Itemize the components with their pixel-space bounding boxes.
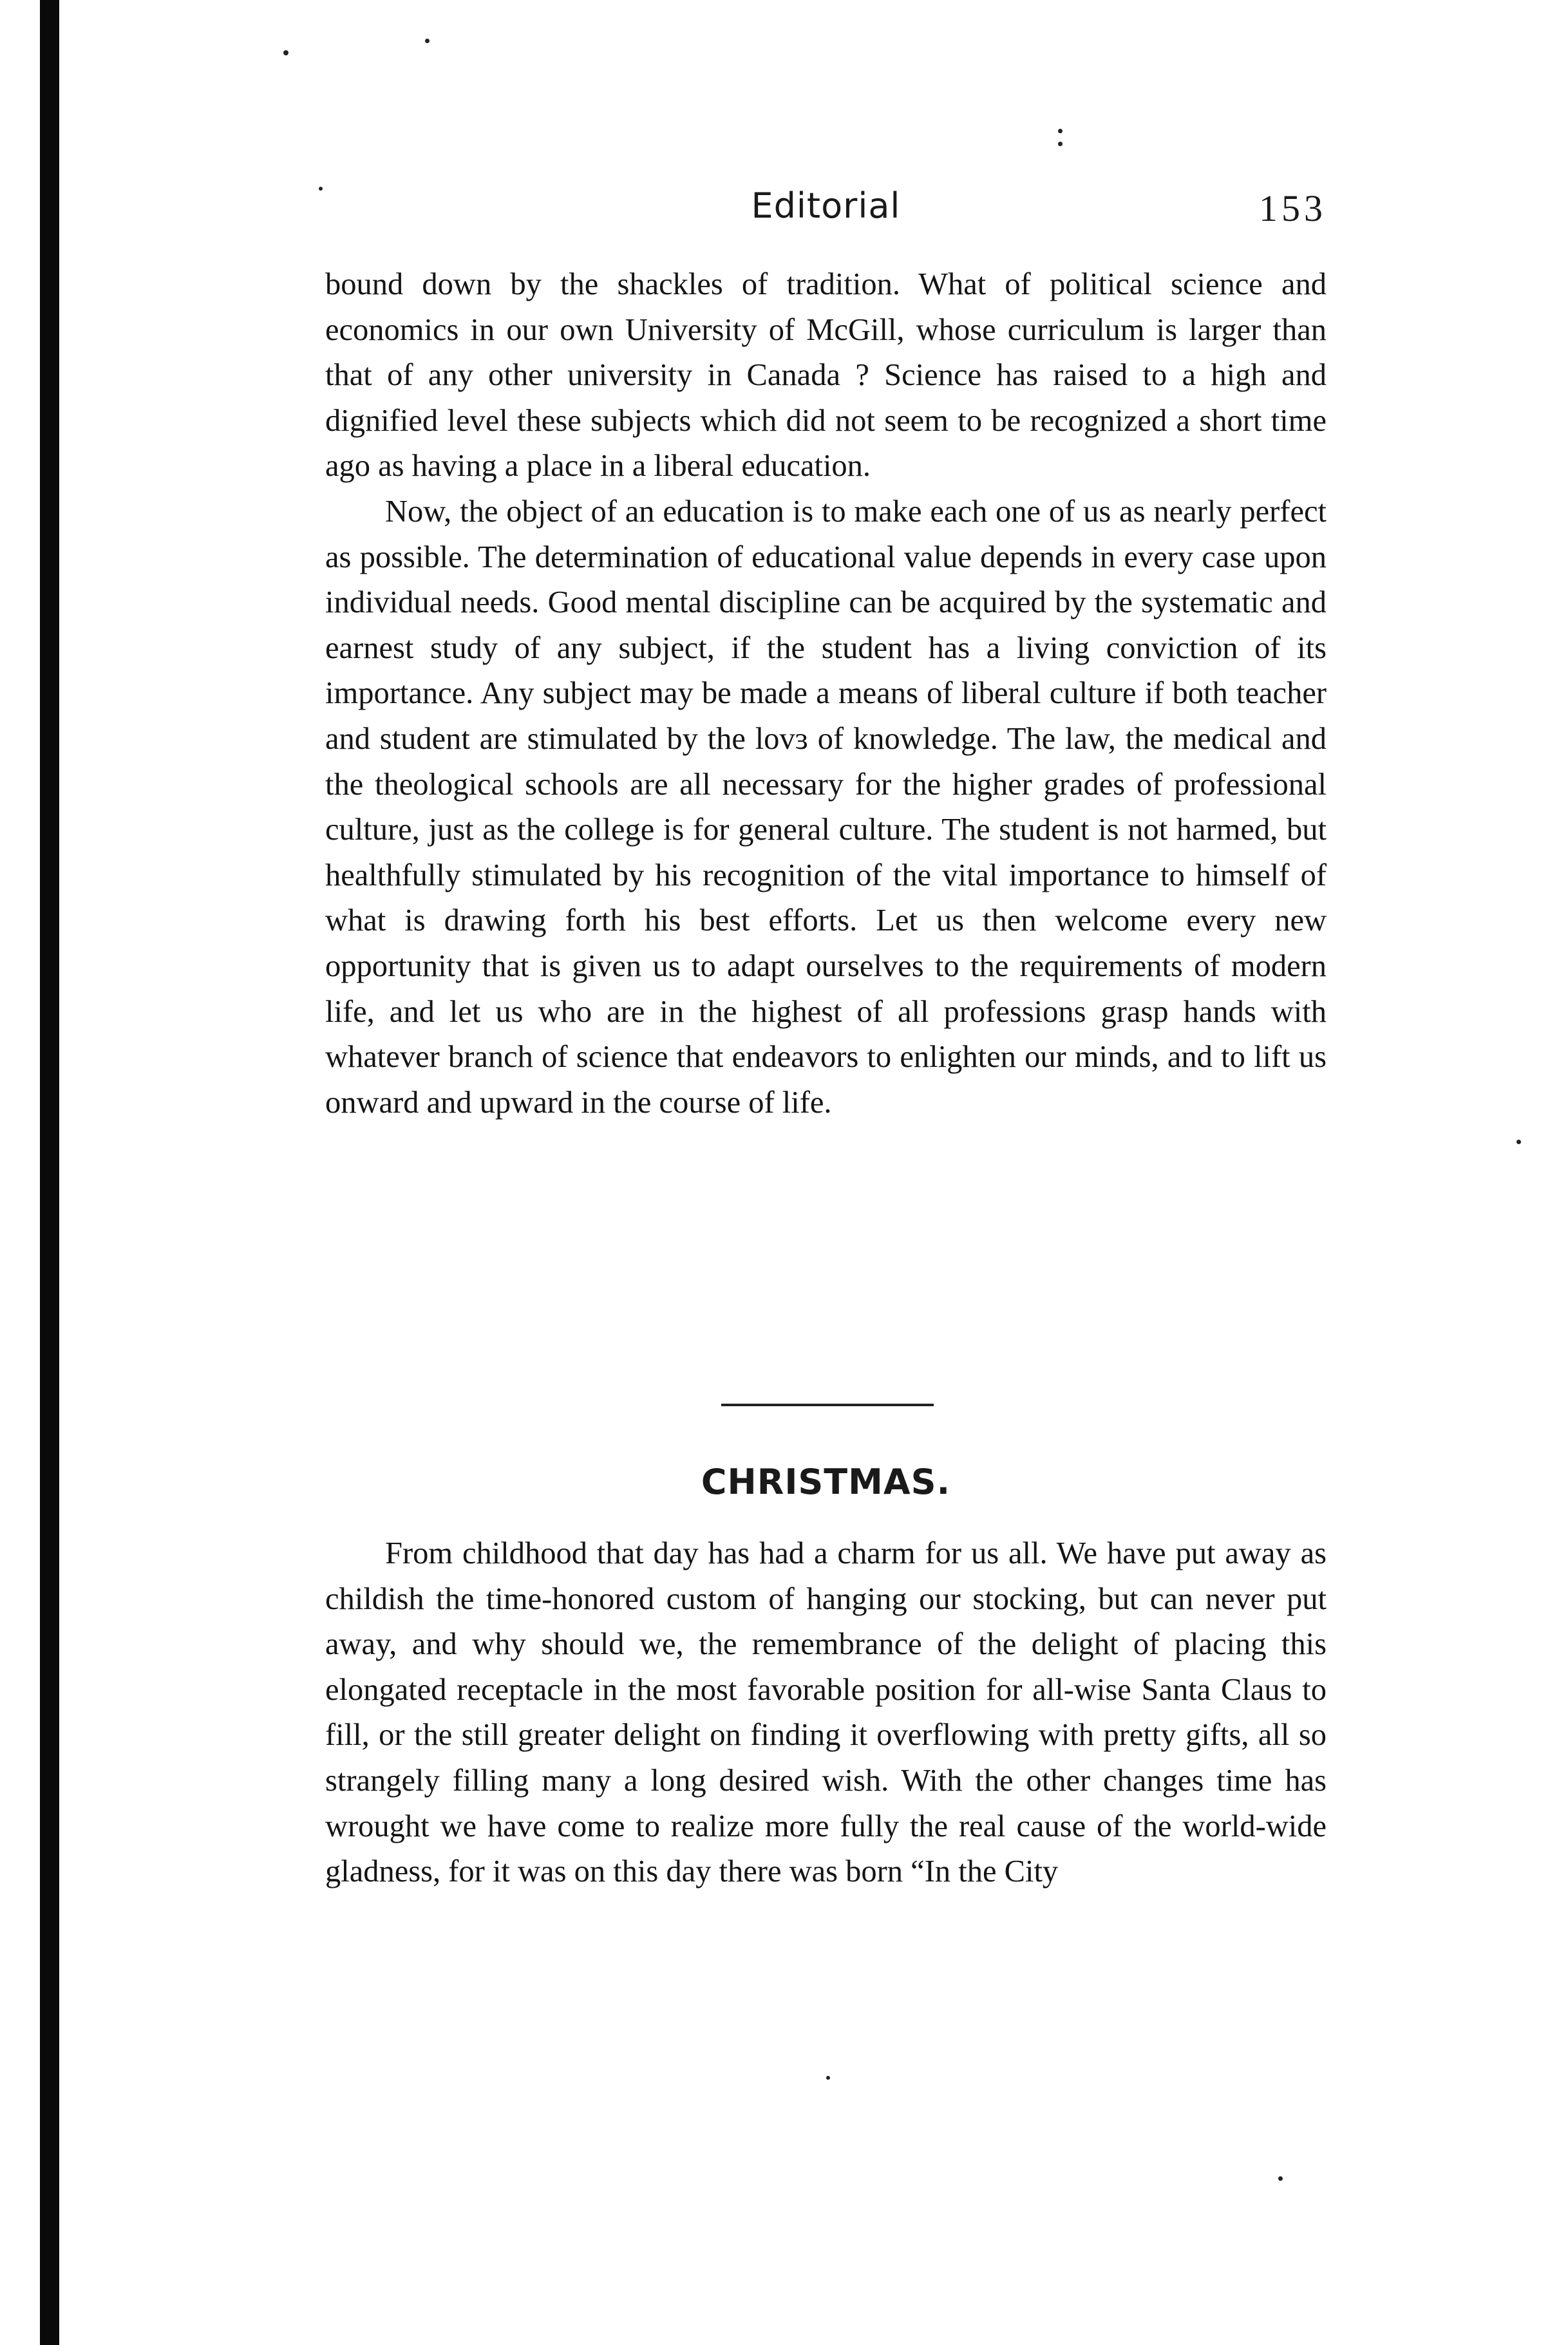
christmas-body [325,1531,1327,1895]
scan-speck [1278,2176,1283,2181]
running-head: Editorial [751,185,901,226]
page-number: 153 [1259,187,1327,229]
christmas-paragraph: From childhood that day has had a charm for us all. We have put away as childish the time-honored custom of hanging our stocking, but can never put away, and why should we, the remembrance of the delight of placing this elongated receptacle in the most favorable position for all-wise Santa Claus to fill, or the still greater delight on finding it overflowing with pretty gifts, all so strangely filling many a long desired wish. With the other changes time has wrought we have come to realize more fully the real cause of the world-wide gladness, for it was on this day there was born “In the City [325,1536,1327,1889]
binding-shadow [40,0,59,2345]
body-paragraph: Now, the object of an education is to make each one of us as nearly perfect as possible. The determination of educational value depends in every case upon individual needs. Good mental discipline can be acquired by the systematic and earnest study of any subject, if the student has a living conviction of its importance. Any subject may be made a means of liberal culture if both teacher and student are stimulated by the lovɜ of knowledge. The law, the medical and the theological schools are all necessary for the higher grades of professional culture, just as the college is for general culture. The student is not harmed, but healthfully stimulated by his recognition of the vital importance to himself of what is drawing forth his best efforts. Let us then welcome every new opportunity that is given us to adapt ourselves to the requirements of modern life, and let us who are in the highest of all professions grasp hands with whatever branch of science that endeavors to enlighten our minds, and to lift us onward and upward in the course of life. [325,494,1327,1120]
scan-speck [1516,1140,1521,1144]
scan-speck [425,39,430,43]
editorial-body [325,262,1327,1125]
scan-speck [283,50,288,55]
scan-speck [319,187,323,191]
section-heading: CHRISTMAS. [701,1462,951,1502]
continued-paragraph: bound down by the shackles of tradition. What of political science and economics in our own University of McGill, whose curriculum is larger than that of any other university in Canada ? Science has raised to a high and dignified level these subjects which did not seem to be recognized a short time ago as having a place in a liberal education. [325,267,1327,484]
scan-speck [1058,142,1063,146]
section-divider [721,1404,934,1406]
page-header [325,185,1327,237]
scan-speck [1058,129,1063,133]
scan-speck [826,2076,830,2080]
